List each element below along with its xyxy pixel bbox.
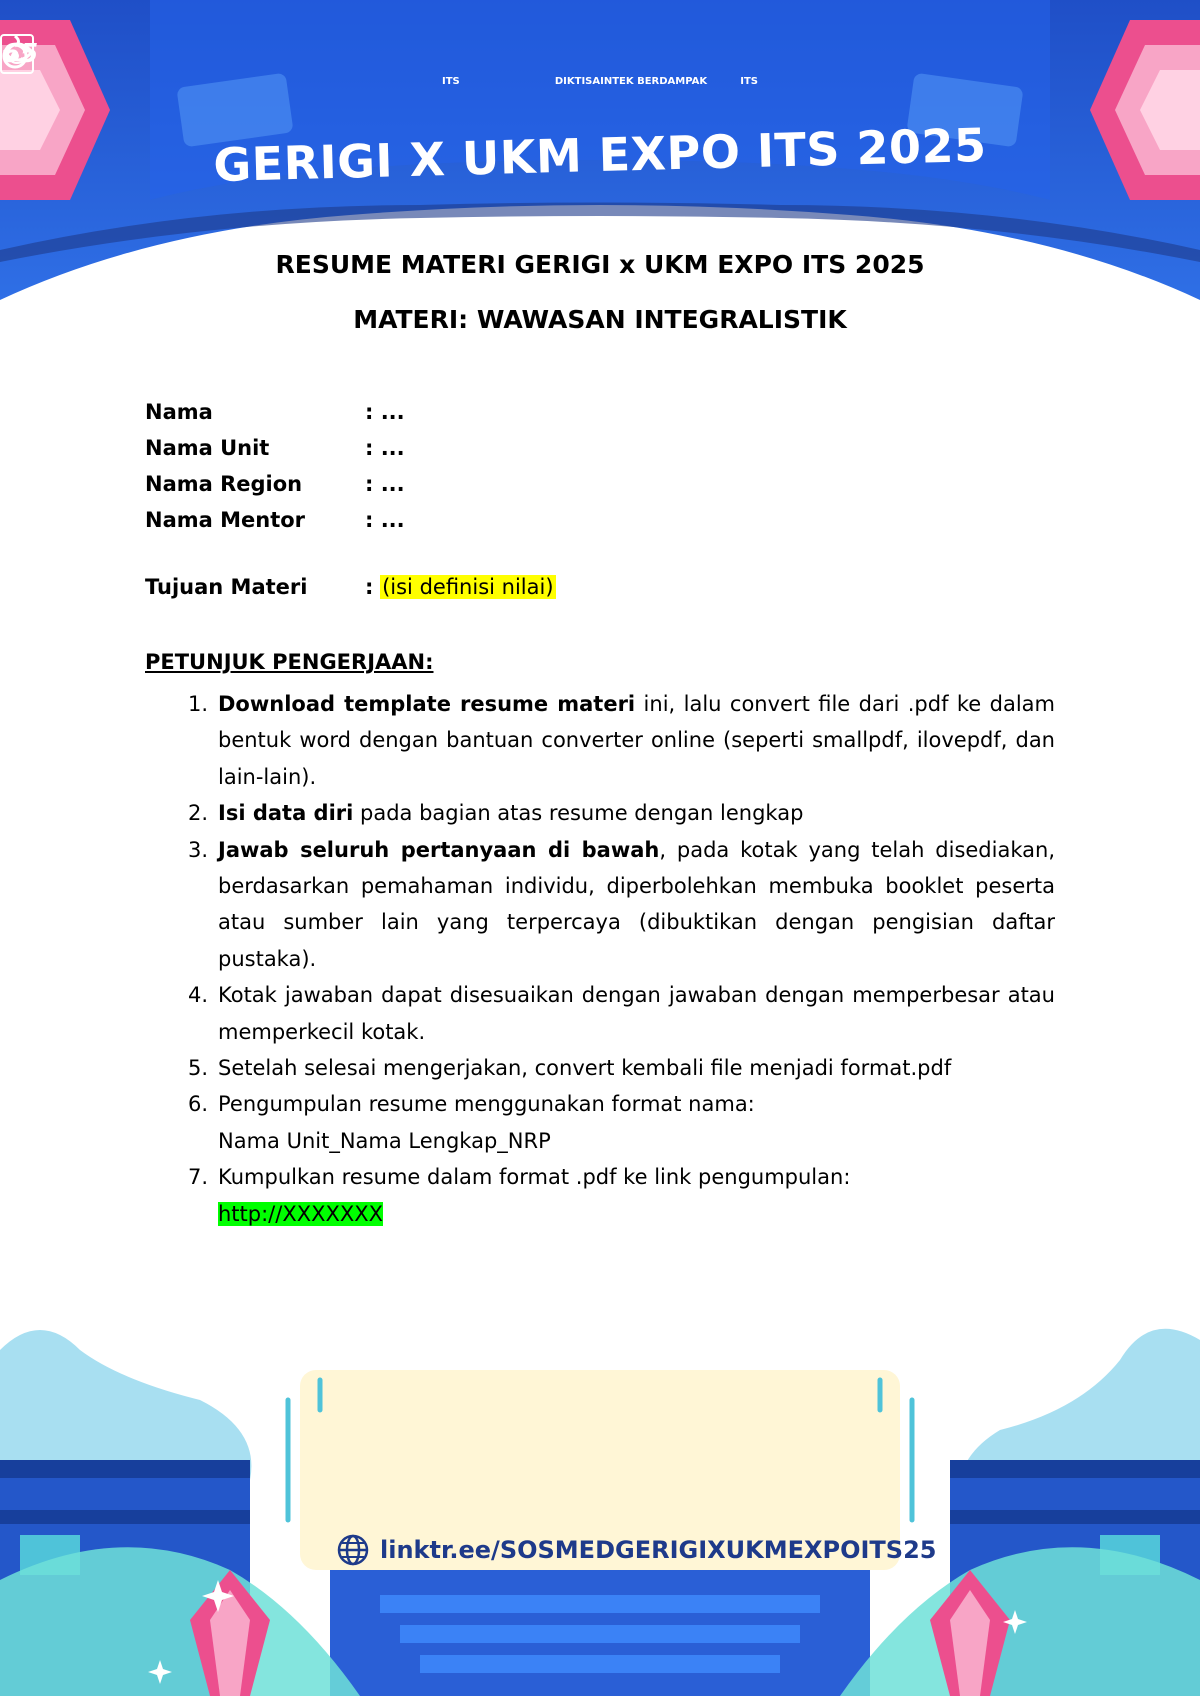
diktisaintek-logo: DIKTISAINTEK BERDAMPAK: [555, 34, 707, 87]
item-text: pada bagian atas resume dengan lengkap: [353, 801, 804, 826]
item-text: ini, lalu convert file dari .pdf ke dalam bentuk word dengan bantuan converter online (seperti smallpdf, ilovepdf, dan lain-lain).: [218, 692, 1055, 789]
document-content: [0, 250, 1200, 1226]
document-title: RESUME MATERI GERIGI x UKM EXPO ITS 2025: [275, 250, 925, 279]
footer-link[interactable]: [336, 1533, 936, 1567]
footer-decoration: [0, 1320, 1200, 1696]
item-bold: Isi data diri: [218, 801, 354, 826]
item-text: Pengumpulan resume menggunakan format nama:: [218, 1092, 755, 1117]
item-text-line2: Nama Unit_Nama Lengkap_NRP: [218, 1128, 551, 1153]
document-subtitle: MATERI: WAWASAN INTEGRALISTIK: [353, 305, 847, 334]
field-label: Nama Region: [145, 472, 303, 496]
item-number: 6.: [187, 1092, 208, 1117]
identity-fields: [145, 394, 405, 538]
field-value[interactable]: : ...: [365, 472, 405, 496]
field-row-nama-region: [145, 466, 405, 502]
item-text: Kumpulkan resume dalam format .pdf ke link pengumpulan:: [218, 1165, 851, 1190]
footer-link-text[interactable]: linktr.ee/SOSMEDGERIGIXUKMEXPOITS25: [380, 1536, 937, 1564]
list-item: [145, 1086, 1055, 1159]
banner-title: GERIGI X UKM EXPO ITS 2025: [212, 117, 988, 193]
item-text: , pada kotak yang telah disediakan, berdasarkan pemahaman individu, diperbolehkan membuka booklet peserta atau sumber lain yang terpercaya (dibuktikan dengan pengisian daftar pustaka).: [218, 837, 1055, 971]
partner-logos: [0, 34, 1200, 87]
list-item: [145, 1050, 1055, 1086]
svg-text:65: 65: [2, 39, 39, 69]
submission-link[interactable]: http://XXXXXXX: [218, 1201, 384, 1226]
item-text: Setelah selesai mengerjakan, convert kembali file menjadi format.pdf: [218, 1056, 952, 1081]
field-value[interactable]: : ...: [365, 400, 405, 424]
field-row-nama-mentor: [145, 502, 405, 538]
item-number: 2.: [187, 801, 208, 826]
list-item: [145, 832, 1055, 978]
goal-colon: :: [365, 575, 374, 599]
instructions-list: [145, 686, 1055, 1232]
goal-row: [145, 575, 556, 599]
item-bold: Jawab seluruh pertanyaan di bawah: [218, 837, 660, 862]
item-number: 1.: [187, 692, 208, 716]
globe-icon: [336, 1533, 370, 1567]
footer-background: [0, 1320, 1200, 1696]
emblem-logo: [493, 34, 533, 87]
its-65-logo: 65 ITS: [2, 39, 759, 87]
field-row-nama-unit: [145, 430, 405, 466]
goal-label: Tujuan Materi: [145, 575, 308, 599]
list-item: [145, 1159, 1055, 1232]
item-number: 5.: [187, 1056, 208, 1081]
list-item: [145, 977, 1055, 1050]
item-number: 3.: [187, 837, 208, 862]
item-text: Kotak jawaban dapat disesuaikan dengan jawaban dengan memperbesar atau memperkecil kotak.: [218, 983, 1055, 1044]
field-value[interactable]: : ...: [365, 508, 405, 532]
list-item: [145, 686, 1055, 795]
field-row-nama: [145, 394, 405, 430]
field-value[interactable]: : ...: [365, 436, 405, 460]
item-number: 4.: [187, 983, 208, 1008]
item-bold: Download template resume materi: [218, 692, 636, 716]
field-label: Nama Mentor: [145, 508, 306, 532]
list-item: [145, 795, 1055, 831]
goal-value[interactable]: (isi definisi nilai): [382, 575, 554, 599]
field-label: Nama Unit: [145, 436, 270, 460]
field-label: Nama: [145, 400, 213, 424]
its-logo: ITS: [431, 34, 471, 87]
item-number: 7.: [187, 1165, 208, 1190]
instructions-heading: PETUNJUK PENGERJAAN:: [145, 650, 434, 674]
